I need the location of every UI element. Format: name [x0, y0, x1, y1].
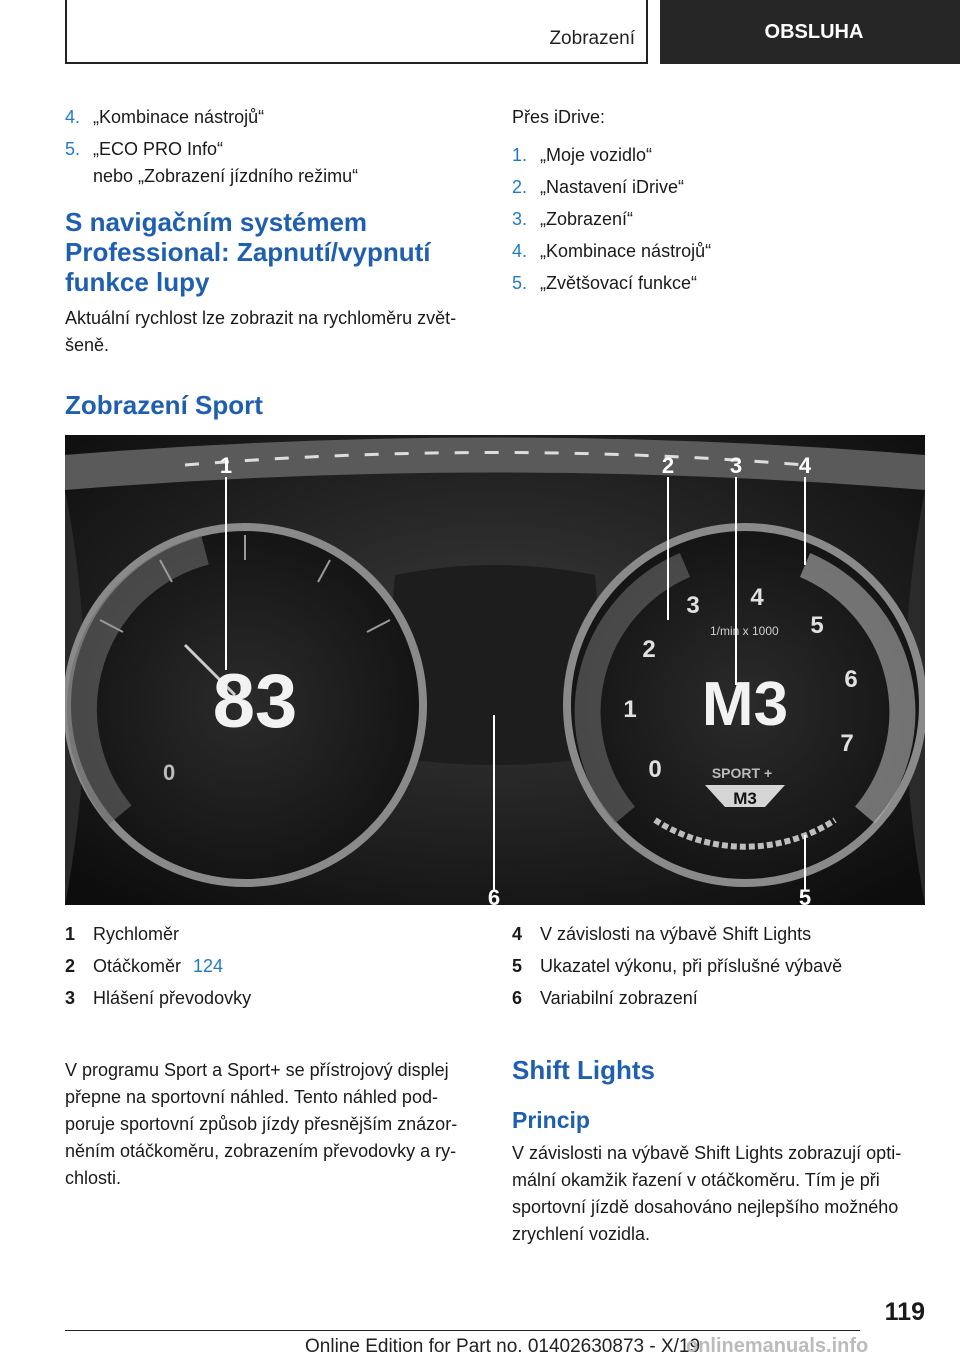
rpm-tick-0: 0	[648, 756, 662, 783]
footer-divider	[65, 1330, 860, 1331]
zoom-paragraph: Aktuální rychlost lze zobrazit na rychloměru zvět-šeně.	[65, 308, 457, 355]
callout-5: 5	[798, 885, 812, 905]
speed-value: 83	[212, 659, 298, 744]
zoom-heading: S navigačním systémem Professional: Zapnutí/vypnutí funkce lupy	[65, 207, 431, 297]
gear-indicator: M3	[701, 670, 789, 739]
rpm-unit: 1/min x 1000	[710, 624, 779, 638]
rpm-tick-2: 2	[642, 636, 656, 663]
list-item: 4. „Kombinace nástrojů“	[65, 107, 265, 127]
list-item: 4. „Kombinace nástrojů“	[512, 241, 712, 261]
legend-item: 3 Hlášení převodovky	[65, 988, 252, 1008]
page-number: 119	[884, 1298, 925, 1326]
rpm-tick-5: 5	[810, 612, 824, 639]
callout-1: 1	[219, 453, 233, 478]
callout-4: 4	[798, 453, 812, 478]
section-title: Zobrazení	[549, 28, 635, 49]
chapter-tab	[660, 0, 960, 64]
drive-mode-label: SPORT +	[711, 765, 773, 781]
speed-zero-label: 0	[163, 760, 176, 785]
instrument-cluster-figure	[65, 435, 925, 905]
left-top-column	[65, 104, 480, 359]
edition-text: Online Edition for Part no. 01402630873 - X/19	[305, 1336, 701, 1357]
rpm-tick-7: 7	[840, 730, 854, 757]
callout-3: 3	[729, 453, 743, 478]
rpm-tick-3: 3	[686, 592, 700, 619]
chapter-label: OBSLUHA	[764, 20, 864, 43]
list-item-continuation: nebo „Zobrazení jízdního režimu“	[93, 166, 359, 186]
list-item: 1. „Moje vozidlo“	[512, 145, 653, 165]
list-item: 2. „Nastavení iDrive“	[512, 177, 685, 197]
cluster-illustration	[65, 435, 925, 905]
rpm-tick-6: 6	[844, 666, 858, 693]
rpm-tick-4: 4	[750, 584, 764, 611]
idrive-intro: Přes iDrive:	[512, 107, 606, 127]
right-top-column	[512, 104, 927, 302]
principle-subheading: Princip	[512, 1107, 590, 1133]
sport-paragraph: V programu Sport a Sport+ se přístrojový displej přepne na sportovní náhled. Tento náhled pod-poruje sportovní způsob jízdy přesnějším znázor-něním otáčkoměru, zobrazením převodovky a ry-chlosti.	[65, 1060, 458, 1188]
legend-item: 2 Otáčkoměr 124	[65, 956, 224, 976]
watermark-logo: onlinemanuals.info	[686, 1335, 869, 1357]
legend-item: 4 V závislosti na výbavě Shift Lights	[512, 924, 812, 944]
legend-item: 5 Ukazatel výkonu, při příslušné výbavě	[512, 956, 843, 976]
legend-item: 1 Rychloměr	[65, 924, 180, 944]
list-item: 5. „Zvětšovací funkce“	[512, 273, 698, 293]
legend-item: 6 Variabilní zobrazení	[512, 988, 698, 1008]
shift-lights-section	[512, 1055, 927, 1248]
legend-left	[65, 921, 480, 1017]
legend-right	[512, 921, 927, 1017]
rpm-tick-1: 1	[623, 696, 637, 723]
sport-heading: Zobrazení Sport	[65, 390, 263, 420]
page-reference-link[interactable]: 124	[193, 956, 224, 976]
drive-mode-gear: M3	[733, 789, 757, 808]
shift-lights-heading: Shift Lights	[512, 1055, 655, 1085]
callout-2: 2	[661, 453, 675, 478]
list-item: 3. „Zobrazení“	[512, 209, 634, 229]
shift-lights-paragraph: V závislosti na výbavě Shift Lights zobrazují opti-mální okamžik řazení v otáčkoměru. Tím je při sportovní jízdě dosahováno nejlepšího možného zrychlení vozidla.	[512, 1143, 902, 1244]
list-item: 5. „ECO PRO Info“	[65, 139, 224, 159]
callout-6: 6	[487, 885, 501, 905]
